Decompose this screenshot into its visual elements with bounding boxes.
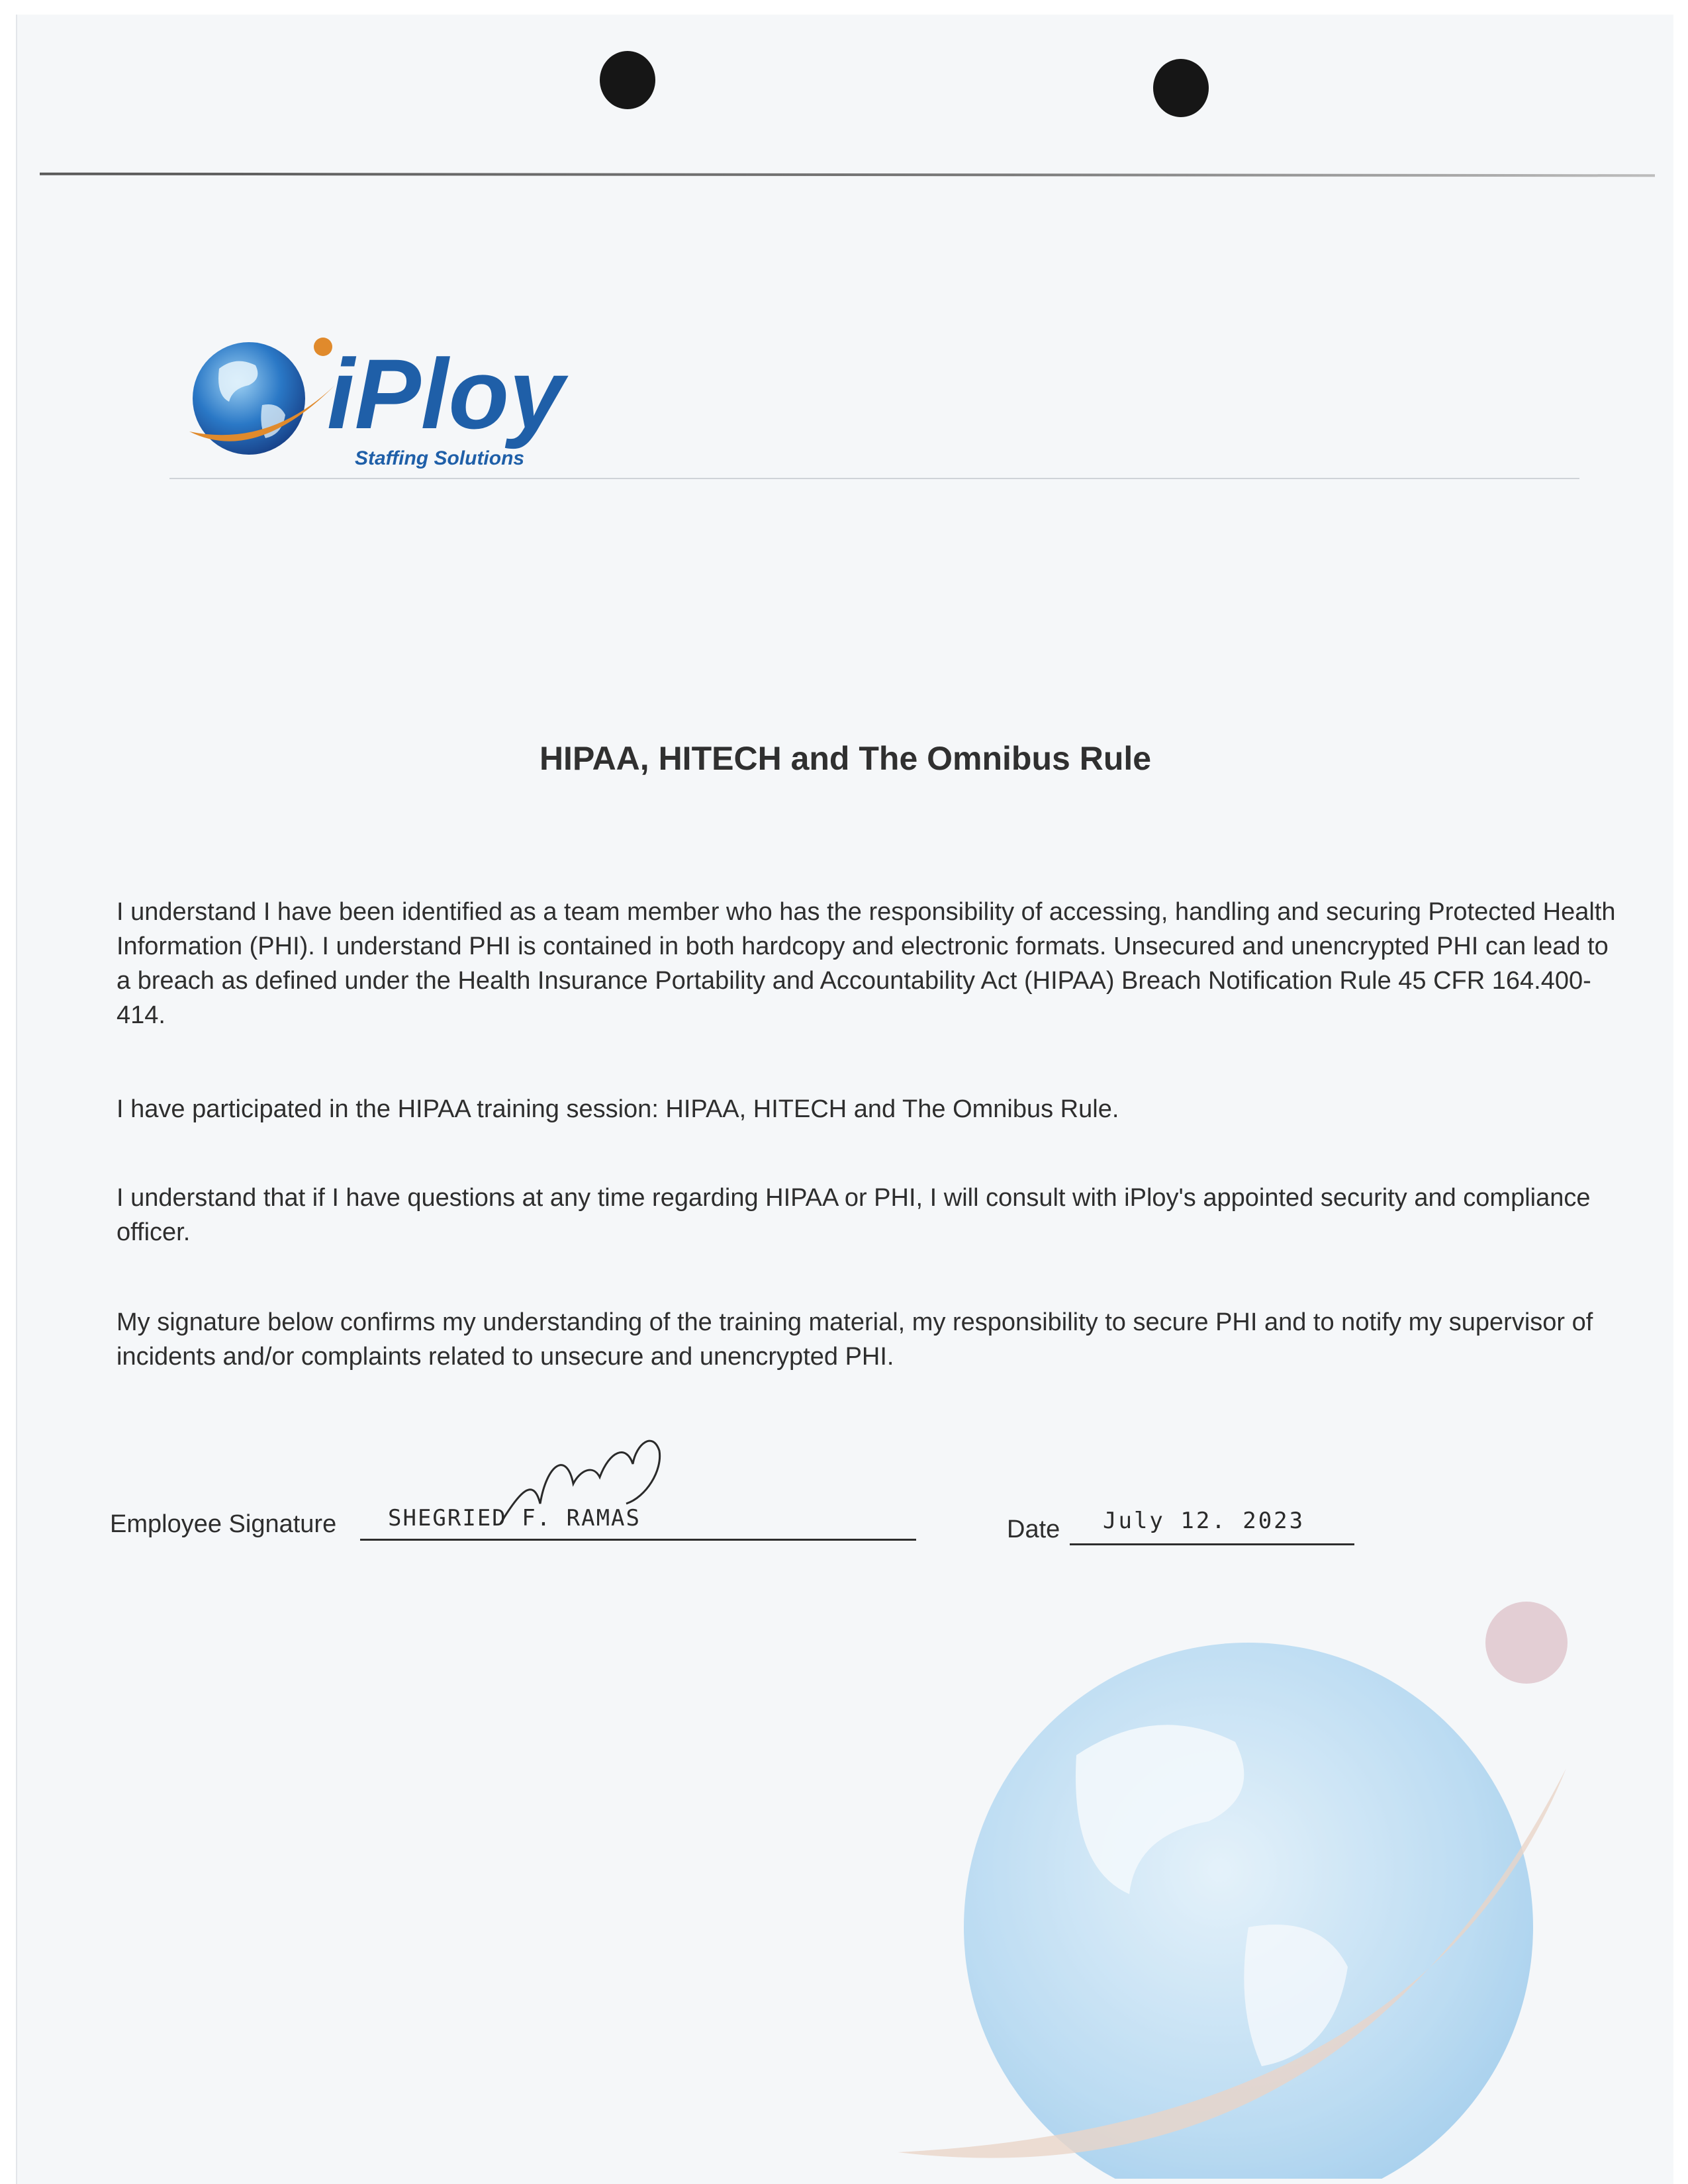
document-sheet (16, 15, 1673, 2184)
punch-hole-right (1153, 59, 1209, 117)
iploy-logo (183, 306, 659, 478)
signature-line (360, 1539, 916, 1541)
punch-hole-left (600, 51, 655, 109)
signature-printed-name: SHEGRIED F. RAMAS (388, 1505, 641, 1531)
paragraph-training-participation: I have participated in the HIPAA training session: HIPAA, HITECH and The Omnibus Rule. (117, 1095, 1119, 1123)
paragraph-signature-confirmation: My signature below confirms my understanding of the training material, my responsibility to secure PHI and to notify my supervisor of incidents and/or complaints related to unsecure and unencrypted PHI. (117, 1308, 1593, 1371)
date-line (1070, 1543, 1354, 1545)
signature-label: Employee Signature (110, 1510, 337, 1538)
logo-divider (169, 478, 1579, 479)
document-title: HIPAA, HITECH and The Omnibus Rule (539, 740, 1152, 777)
date-label: Date (1007, 1516, 1060, 1543)
paragraph-compliance-officer: I understand that if I have questions at any time regarding HIPAA or PHI, I will consult with iPloy's appointed security and compliance officer. (117, 1184, 1591, 1246)
logo-tagline: Staffing Solutions (355, 447, 525, 469)
watermark-globe-icon (878, 1557, 1619, 2179)
globe-icon (189, 342, 335, 455)
paragraph-phi-responsibility: I understand I have been identified as a team member who has the responsibility of accessing, handling and securing Protected Health Information (PHI). I understand PHI is contained in both hardcopy and electronic formats. Unsecured and unencrypted PHI can lead to a breach as defined under the Health Insurance Portability and Accountability Act (HIPAA) Breach Notification Rule 45 CFR 164.400-414. (117, 898, 1616, 1029)
date-value: July 12. 2023 (1103, 1508, 1305, 1534)
top-rule (40, 173, 1655, 177)
logo-wordmark: iPloy (327, 338, 565, 449)
